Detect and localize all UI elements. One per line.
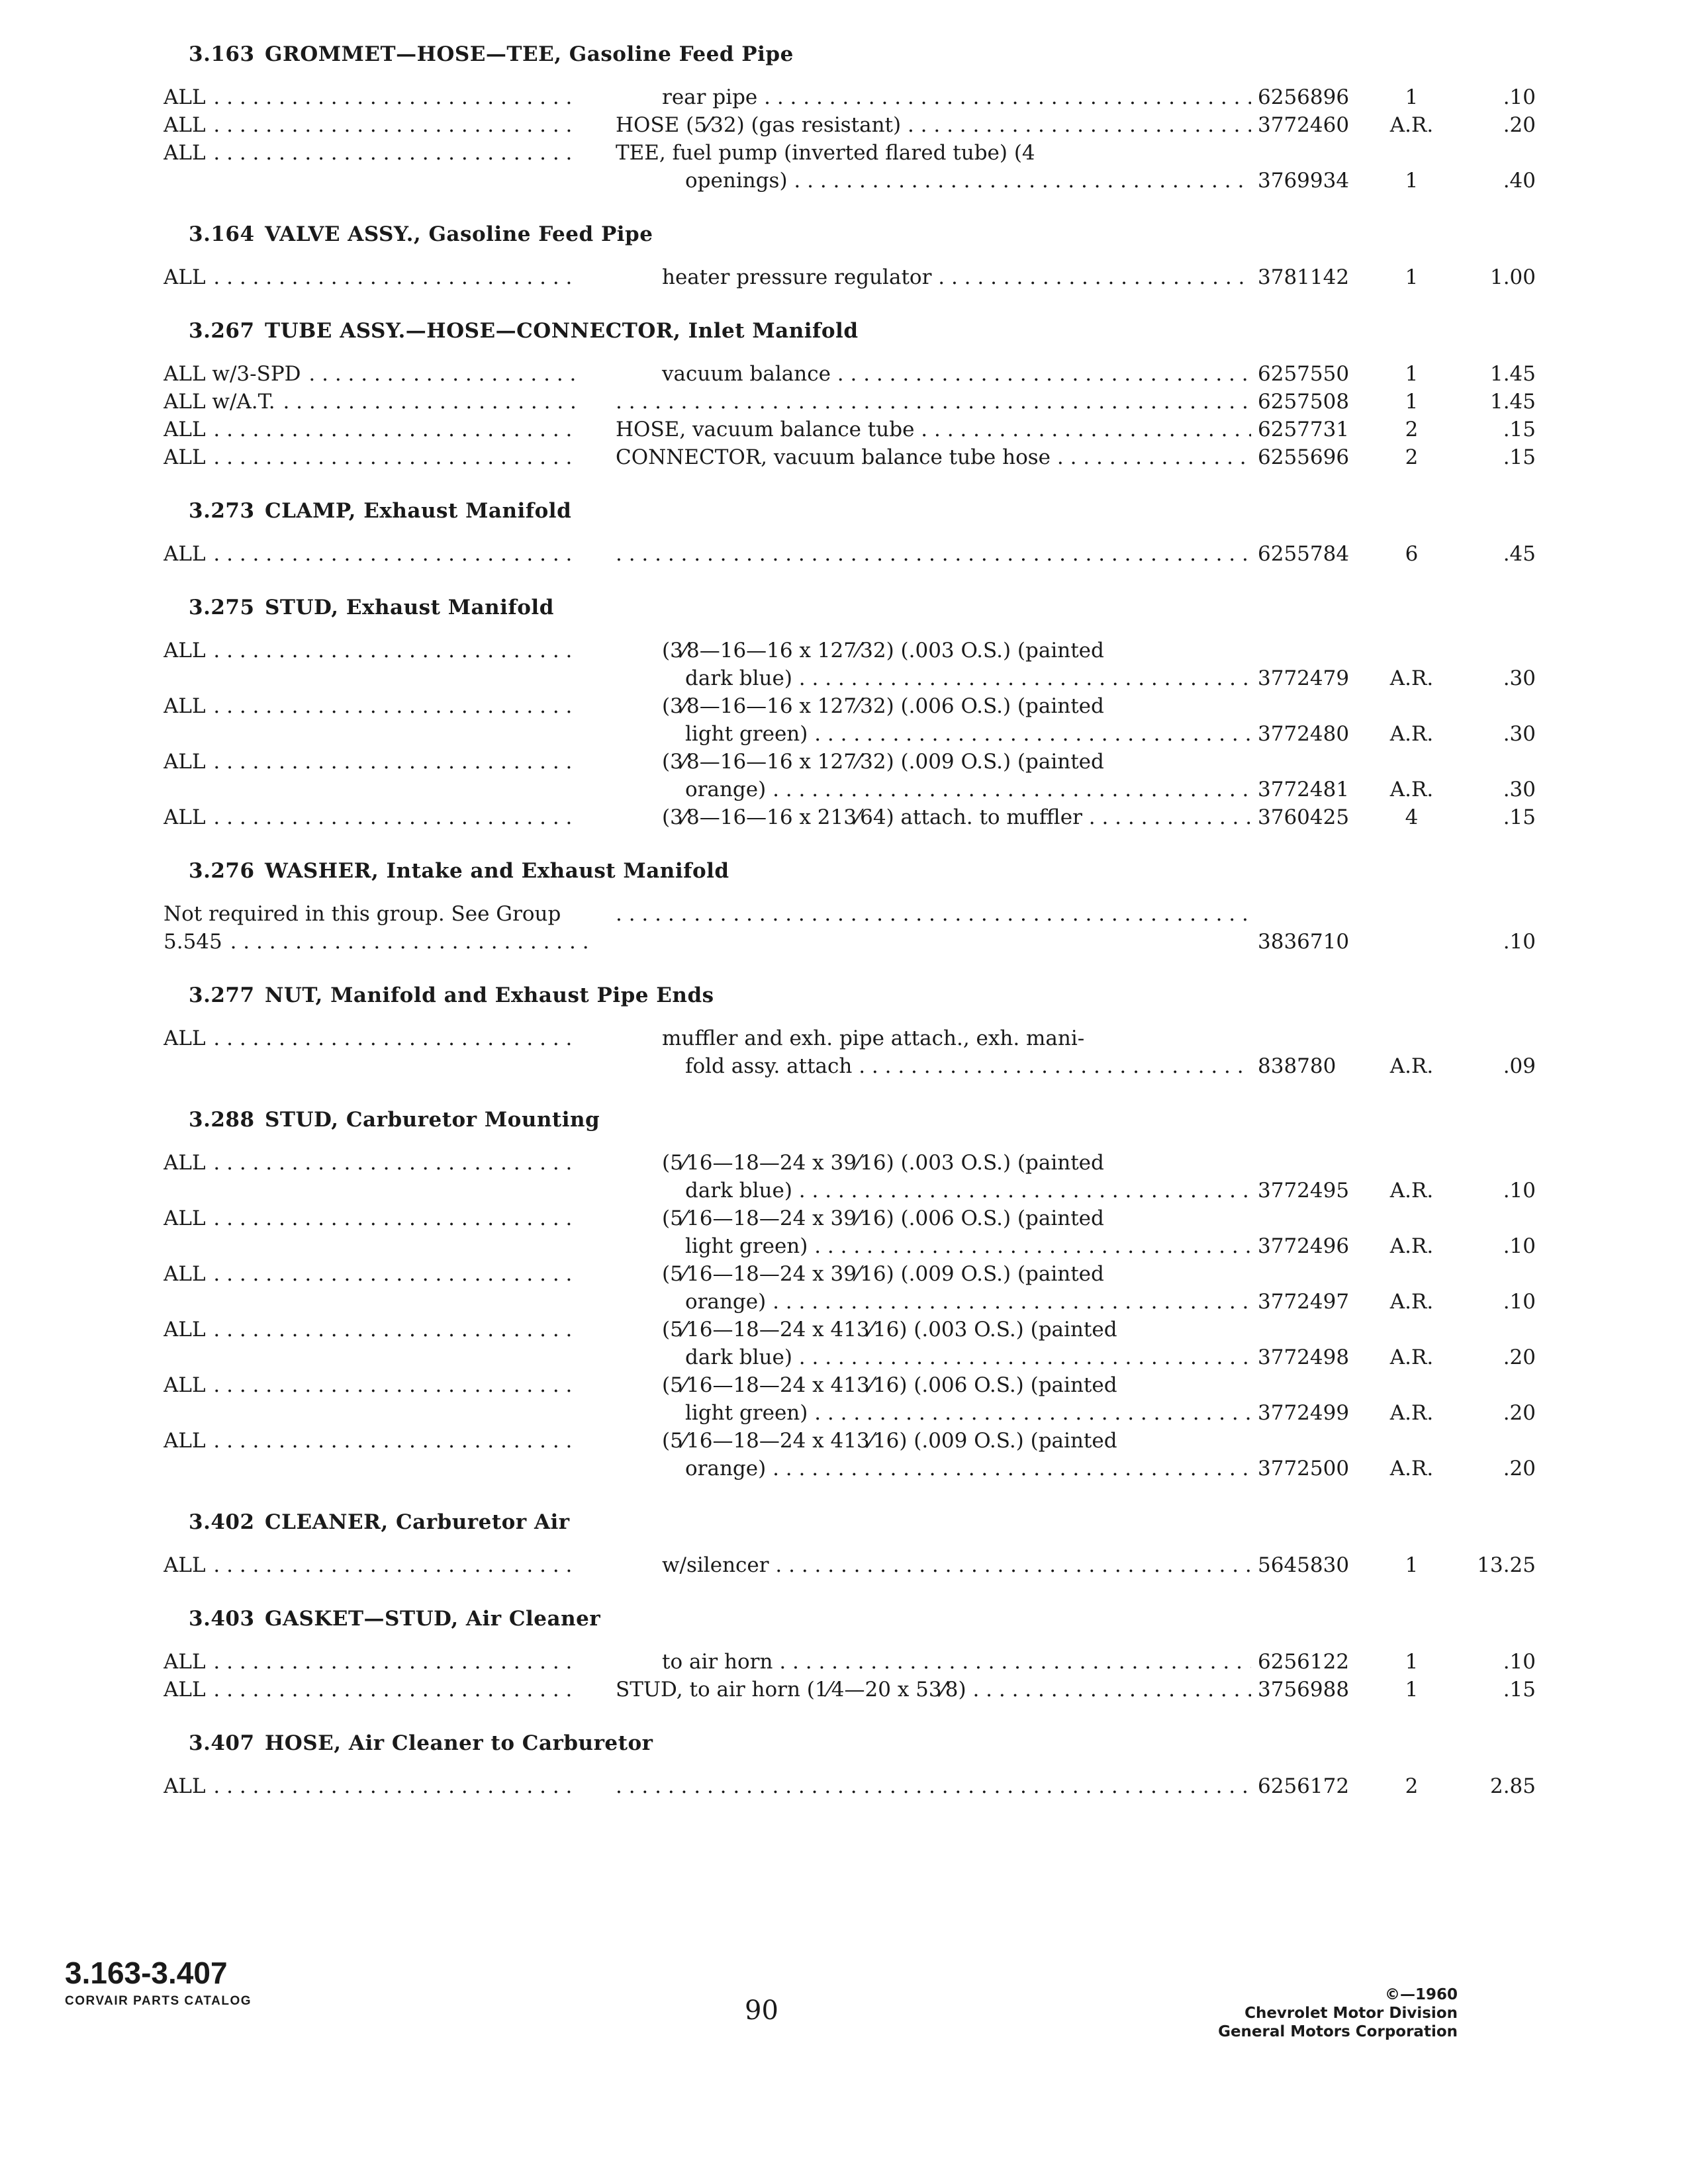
corporation: General Motors Corporation xyxy=(1218,2023,1458,2040)
footer-left xyxy=(65,1956,252,2009)
catalog-name: CORVAIR PARTS CATALOG xyxy=(65,1994,252,2008)
group-title: CLAMP, Exhaust Manifold xyxy=(265,499,572,523)
applicability-text: ALL xyxy=(164,418,206,441)
applicability-text: ALL xyxy=(164,750,206,774)
catalog-group xyxy=(156,593,1536,831)
quantity: A.R. xyxy=(1389,1401,1434,1425)
group-title: WASHER, Intake and Exhaust Manifold xyxy=(265,859,729,883)
description-line xyxy=(616,1343,1251,1371)
description xyxy=(616,1149,1251,1205)
applicability-label xyxy=(164,1371,577,1399)
description xyxy=(616,1316,1251,1371)
description-line xyxy=(616,1205,1251,1232)
table-row xyxy=(156,416,1536,443)
applicability-text: ALL w/3-SPD xyxy=(164,362,301,386)
applicability-text: ALL xyxy=(164,85,206,109)
description-line xyxy=(616,1052,1251,1080)
description-line xyxy=(616,1024,1251,1052)
price: .15 xyxy=(1503,418,1536,441)
group-heading xyxy=(189,40,1446,69)
part-number: 3772480 xyxy=(1258,722,1350,746)
table-row xyxy=(156,443,1536,471)
price: .20 xyxy=(1503,1457,1536,1480)
group-title: GASKET—STUD, Air Cleaner xyxy=(265,1607,601,1631)
part-number: 6255784 xyxy=(1258,542,1350,566)
description xyxy=(616,540,1251,568)
applicability-text: ALL xyxy=(164,1206,206,1230)
applicability-label xyxy=(164,1024,577,1052)
table-row xyxy=(156,692,1536,748)
description-line xyxy=(616,83,1251,111)
applicability-text: ALL xyxy=(164,265,206,289)
group-range: 3.163-3.407 xyxy=(65,1956,228,1990)
part-number: 3836710 xyxy=(1258,930,1350,954)
catalog-group xyxy=(156,496,1536,568)
table-row xyxy=(156,748,1536,803)
applicability-text: ALL xyxy=(164,113,206,137)
description-line xyxy=(616,1399,1251,1427)
applicability-label xyxy=(164,1676,577,1704)
catalog-group xyxy=(156,981,1536,1080)
price: .10 xyxy=(1503,1650,1536,1674)
group-number: 3.407 xyxy=(189,1731,255,1755)
description-text: (5⁄16—18—24 x 39⁄16) (.009 O.S.) (painted xyxy=(662,1262,1104,1286)
description-line xyxy=(616,139,1251,167)
applicability-label xyxy=(164,1427,577,1455)
description xyxy=(616,1676,1251,1704)
description xyxy=(616,1427,1251,1482)
catalog-group xyxy=(156,1604,1536,1704)
group-title: STUD, Carburetor Mounting xyxy=(265,1108,600,1132)
applicability-text: ALL xyxy=(164,141,206,165)
description-line xyxy=(616,776,1251,803)
description-text: (5⁄16—18—24 x 413⁄16) (.009 O.S.) (painted xyxy=(662,1429,1117,1453)
description xyxy=(616,748,1251,803)
quantity: 1 xyxy=(1405,169,1419,193)
applicability-label xyxy=(164,263,577,291)
part-number: 3772460 xyxy=(1258,113,1350,137)
applicability-label xyxy=(164,1260,577,1288)
description-text: dark blue) xyxy=(685,1179,792,1203)
group-number: 3.288 xyxy=(189,1108,255,1132)
group-number: 3.275 xyxy=(189,596,255,619)
group-number: 3.277 xyxy=(189,983,255,1007)
group-number: 3.164 xyxy=(189,222,255,246)
applicability-label xyxy=(164,1551,577,1579)
quantity: A.R. xyxy=(1389,666,1434,690)
part-number: 6256122 xyxy=(1258,1650,1350,1674)
applicability-text: ALL xyxy=(164,639,206,662)
part-number: 6257550 xyxy=(1258,362,1350,386)
table-row xyxy=(156,1772,1536,1800)
description xyxy=(616,692,1251,748)
applicability-label xyxy=(164,1149,577,1177)
price: .30 xyxy=(1503,722,1536,746)
applicability-label xyxy=(164,1316,577,1343)
group-number: 3.163 xyxy=(189,42,255,66)
description xyxy=(616,1260,1251,1316)
description xyxy=(616,1551,1251,1579)
applicability-text: ALL xyxy=(164,1429,206,1453)
part-number: 838780 xyxy=(1258,1054,1336,1078)
description-text: CONNECTOR, vacuum balance tube hose xyxy=(616,445,1051,469)
description-text: light green) xyxy=(685,1234,808,1258)
description-text: dark blue) xyxy=(685,666,792,690)
table-row xyxy=(156,1260,1536,1316)
group-number: 3.267 xyxy=(189,319,255,343)
description-line xyxy=(616,1149,1251,1177)
applicability-text: ALL xyxy=(164,1026,206,1050)
quantity: 1 xyxy=(1405,390,1419,414)
applicability-label xyxy=(164,111,577,139)
description xyxy=(616,1205,1251,1260)
group-number: 3.276 xyxy=(189,859,255,883)
table-row xyxy=(156,83,1536,111)
price: .10 xyxy=(1503,1179,1536,1203)
applicability-label xyxy=(164,416,577,443)
table-row xyxy=(156,1024,1536,1080)
description-text: vacuum balance xyxy=(662,362,831,386)
description-text: (5⁄16—18—24 x 39⁄16) (.006 O.S.) (painted xyxy=(662,1206,1104,1230)
table-row xyxy=(156,139,1536,195)
description-text: openings) xyxy=(685,169,788,193)
group-heading xyxy=(189,1604,1446,1633)
price: 1.45 xyxy=(1489,390,1536,414)
catalog-group xyxy=(156,1508,1536,1579)
part-number: 3760425 xyxy=(1258,805,1350,829)
part-number: 3772496 xyxy=(1258,1234,1350,1258)
table-row xyxy=(156,263,1536,291)
part-number: 3769934 xyxy=(1258,169,1350,193)
part-number: 3772500 xyxy=(1258,1457,1350,1480)
catalog-group xyxy=(156,1729,1536,1800)
description-line xyxy=(616,748,1251,776)
quantity: 2 xyxy=(1405,418,1419,441)
table-row xyxy=(156,1205,1536,1260)
group-title: STUD, Exhaust Manifold xyxy=(265,596,554,619)
applicability-text: Not required in this group. See Group xyxy=(164,902,561,926)
description-text: rear pipe xyxy=(662,85,758,109)
quantity: 1 xyxy=(1405,362,1419,386)
description-text: light green) xyxy=(685,1401,808,1425)
catalog-group xyxy=(156,1105,1536,1482)
description xyxy=(616,900,1251,928)
table-row xyxy=(156,803,1536,831)
description-line xyxy=(616,1316,1251,1343)
group-heading xyxy=(189,1508,1446,1537)
catalog-group xyxy=(156,40,1536,195)
description-text: orange) xyxy=(685,1457,767,1480)
description-line xyxy=(616,167,1251,195)
description xyxy=(616,139,1251,195)
description xyxy=(616,1772,1251,1800)
description xyxy=(616,263,1251,291)
description-text: (3⁄8—16—16 x 127⁄32) (.003 O.S.) (painted xyxy=(662,639,1104,662)
description-line xyxy=(616,1177,1251,1205)
description xyxy=(616,803,1251,831)
applicability-label xyxy=(164,388,577,416)
description-line xyxy=(616,443,1251,471)
applicability-text-line2: 5.545 xyxy=(164,930,222,954)
applicability-label xyxy=(164,1205,577,1232)
applicability-text: ALL xyxy=(164,1650,206,1674)
publisher-block xyxy=(1218,1985,1458,2041)
table-row xyxy=(156,1316,1536,1371)
description-line xyxy=(616,900,1251,928)
group-heading xyxy=(189,316,1446,345)
quantity: A.R. xyxy=(1389,1054,1434,1078)
description-line xyxy=(616,263,1251,291)
price: 2.85 xyxy=(1489,1774,1536,1798)
description-text: fold assy. attach xyxy=(685,1054,853,1078)
quantity: 1 xyxy=(1405,1678,1419,1702)
price: .30 xyxy=(1503,666,1536,690)
applicability-text: ALL xyxy=(164,1774,206,1798)
description-line xyxy=(616,1260,1251,1288)
price: 1.00 xyxy=(1489,265,1536,289)
description-line xyxy=(616,692,1251,720)
applicability-label xyxy=(164,900,587,956)
group-title: CLEANER, Carburetor Air xyxy=(265,1510,570,1534)
description-line xyxy=(616,416,1251,443)
part-number: 3772481 xyxy=(1258,778,1350,801)
page-number: 90 xyxy=(745,1995,778,2026)
description xyxy=(616,388,1251,416)
applicability-text: ALL xyxy=(164,1151,206,1175)
description-text: (5⁄16—18—24 x 413⁄16) (.006 O.S.) (painted xyxy=(662,1373,1117,1397)
quantity: 2 xyxy=(1405,1774,1419,1798)
table-row xyxy=(156,388,1536,416)
quantity: A.R. xyxy=(1389,778,1434,801)
description-text: (5⁄16—18—24 x 39⁄16) (.003 O.S.) (painted xyxy=(662,1151,1104,1175)
group-title: NUT, Manifold and Exhaust Pipe Ends xyxy=(265,983,714,1007)
price: .15 xyxy=(1503,805,1536,829)
price: .20 xyxy=(1503,113,1536,137)
table-row xyxy=(156,360,1536,388)
applicability-label xyxy=(164,692,577,720)
applicability-label xyxy=(164,748,577,776)
price: .20 xyxy=(1503,1401,1536,1425)
applicability-text: ALL xyxy=(164,1318,206,1342)
part-number: 6257731 xyxy=(1258,418,1350,441)
description-line xyxy=(616,1551,1251,1579)
description xyxy=(616,637,1251,692)
quantity: 6 xyxy=(1405,542,1419,566)
description xyxy=(616,111,1251,139)
description-text: heater pressure regulator xyxy=(662,265,932,289)
group-heading xyxy=(189,593,1446,622)
price: .40 xyxy=(1503,169,1536,193)
description xyxy=(616,1648,1251,1676)
price: .10 xyxy=(1503,85,1536,109)
description-text: (3⁄8—16—16 x 213⁄64) attach. to muffler xyxy=(662,805,1082,829)
group-heading xyxy=(189,496,1446,525)
applicability-label xyxy=(164,443,577,471)
group-title: VALVE ASSY., Gasoline Feed Pipe xyxy=(265,222,653,246)
part-number: 3772497 xyxy=(1258,1290,1350,1314)
description-line xyxy=(616,540,1251,568)
group-heading xyxy=(189,1729,1446,1758)
description-line xyxy=(616,1232,1251,1260)
applicability-label xyxy=(164,1648,577,1676)
description-line xyxy=(616,1676,1251,1704)
parts-list xyxy=(156,40,1536,1800)
catalog-group xyxy=(156,856,1536,956)
description xyxy=(616,83,1251,111)
group-title: GROMMET—HOSE—TEE, Gasoline Feed Pipe xyxy=(265,42,794,66)
table-row xyxy=(156,1551,1536,1579)
catalog-group xyxy=(156,316,1536,471)
applicability-label xyxy=(164,360,577,388)
price: .10 xyxy=(1503,930,1536,954)
description-line xyxy=(616,388,1251,416)
applicability-label xyxy=(164,1772,577,1800)
description xyxy=(616,443,1251,471)
applicability-text: ALL xyxy=(164,1678,206,1702)
part-number: 5645830 xyxy=(1258,1553,1350,1577)
part-number: 3772479 xyxy=(1258,666,1350,690)
part-number: 3756988 xyxy=(1258,1678,1350,1702)
description-text: light green) xyxy=(685,722,808,746)
description xyxy=(616,1024,1251,1080)
catalog-group xyxy=(156,220,1536,291)
description-text: TEE, fuel pump (inverted flared tube) (4 xyxy=(616,141,1035,165)
table-row xyxy=(156,1371,1536,1427)
table-row xyxy=(156,540,1536,568)
description-text: (5⁄16—18—24 x 413⁄16) (.003 O.S.) (painted xyxy=(662,1318,1117,1342)
applicability-text: ALL xyxy=(164,542,206,566)
description-line xyxy=(616,360,1251,388)
price: .10 xyxy=(1503,1234,1536,1258)
description-text: HOSE, vacuum balance tube xyxy=(616,418,915,441)
copyright: ©—1960 xyxy=(1384,1986,1458,2003)
price: .10 xyxy=(1503,1290,1536,1314)
group-number: 3.403 xyxy=(189,1607,255,1631)
applicability-text: ALL xyxy=(164,694,206,718)
description xyxy=(616,1371,1251,1427)
description-text: to air horn xyxy=(662,1650,773,1674)
description-line xyxy=(616,720,1251,748)
applicability-label xyxy=(164,540,577,568)
table-row xyxy=(156,1648,1536,1676)
description-text: HOSE (5⁄32) (gas resistant) xyxy=(616,113,902,137)
description-text: (3⁄8—16—16 x 127⁄32) (.006 O.S.) (painted xyxy=(662,694,1104,718)
table-row xyxy=(156,637,1536,692)
description-line xyxy=(616,803,1251,831)
applicability-label xyxy=(164,803,577,831)
group-number: 3.402 xyxy=(189,1510,255,1534)
division: Chevrolet Motor Division xyxy=(1244,2005,1458,2022)
price: .15 xyxy=(1503,445,1536,469)
price: .20 xyxy=(1503,1345,1536,1369)
description-line xyxy=(616,637,1251,664)
quantity: 1 xyxy=(1405,1650,1419,1674)
applicability-text: ALL xyxy=(164,445,206,469)
quantity: A.R. xyxy=(1389,1290,1434,1314)
group-number: 3.273 xyxy=(189,499,255,523)
price: .09 xyxy=(1503,1054,1536,1078)
description-line xyxy=(616,1371,1251,1399)
quantity: 1 xyxy=(1405,85,1419,109)
quantity: A.R. xyxy=(1389,1345,1434,1369)
group-heading xyxy=(189,981,1446,1010)
applicability-text: ALL xyxy=(164,1553,206,1577)
group-title: TUBE ASSY.—HOSE—CONNECTOR, Inlet Manifold xyxy=(265,319,859,343)
part-number: 6256896 xyxy=(1258,85,1350,109)
description-line xyxy=(616,1772,1251,1800)
description-line xyxy=(616,1288,1251,1316)
group-heading xyxy=(189,1105,1446,1134)
description-text: dark blue) xyxy=(685,1345,792,1369)
description-text: STUD, to air horn (1⁄4—20 x 53⁄8) xyxy=(616,1678,966,1702)
part-number: 6256172 xyxy=(1258,1774,1350,1798)
table-row xyxy=(156,900,1536,956)
price: .45 xyxy=(1503,542,1536,566)
quantity: 2 xyxy=(1405,445,1419,469)
applicability-label xyxy=(164,83,577,111)
applicability-label xyxy=(164,139,577,167)
quantity: A.R. xyxy=(1389,113,1434,137)
description-text: (3⁄8—16—16 x 127⁄32) (.009 O.S.) (painted xyxy=(662,750,1104,774)
part-number: 6257508 xyxy=(1258,390,1350,414)
description-text: orange) xyxy=(685,1290,767,1314)
description-text: w/silencer xyxy=(662,1553,769,1577)
applicability-label xyxy=(164,637,577,664)
part-number: 3781142 xyxy=(1258,265,1350,289)
quantity: 4 xyxy=(1405,805,1419,829)
applicability-text: ALL xyxy=(164,1262,206,1286)
part-number: 3772499 xyxy=(1258,1401,1350,1425)
quantity: A.R. xyxy=(1389,1234,1434,1258)
price: .30 xyxy=(1503,778,1536,801)
table-row xyxy=(156,111,1536,139)
quantity: A.R. xyxy=(1389,722,1434,746)
description-line xyxy=(616,1427,1251,1455)
quantity: 1 xyxy=(1405,1553,1419,1577)
group-heading xyxy=(189,220,1446,249)
price: .15 xyxy=(1503,1678,1536,1702)
description-text: muffler and exh. pipe attach., exh. mani- xyxy=(662,1026,1085,1050)
table-row xyxy=(156,1149,1536,1205)
quantity: A.R. xyxy=(1389,1179,1434,1203)
applicability-text: ALL w/A.T. xyxy=(164,390,275,414)
group-title: HOSE, Air Cleaner to Carburetor xyxy=(265,1731,653,1755)
table-row xyxy=(156,1427,1536,1482)
quantity: A.R. xyxy=(1389,1457,1434,1480)
group-heading xyxy=(189,856,1446,886)
description-line xyxy=(616,1648,1251,1676)
description-text: orange) xyxy=(685,778,767,801)
applicability-text: ALL xyxy=(164,1373,206,1397)
applicability-text-cont xyxy=(164,928,587,956)
part-number: 6255696 xyxy=(1258,445,1350,469)
price: 13.25 xyxy=(1477,1553,1536,1577)
description-line xyxy=(616,1455,1251,1482)
description-line xyxy=(616,664,1251,692)
part-number: 3772495 xyxy=(1258,1179,1350,1203)
price: 1.45 xyxy=(1489,362,1536,386)
quantity: 1 xyxy=(1405,265,1419,289)
table-row xyxy=(156,1676,1536,1704)
applicability-text: ALL xyxy=(164,805,206,829)
description xyxy=(616,416,1251,443)
description xyxy=(616,360,1251,388)
part-number: 3772498 xyxy=(1258,1345,1350,1369)
description-line xyxy=(616,111,1251,139)
